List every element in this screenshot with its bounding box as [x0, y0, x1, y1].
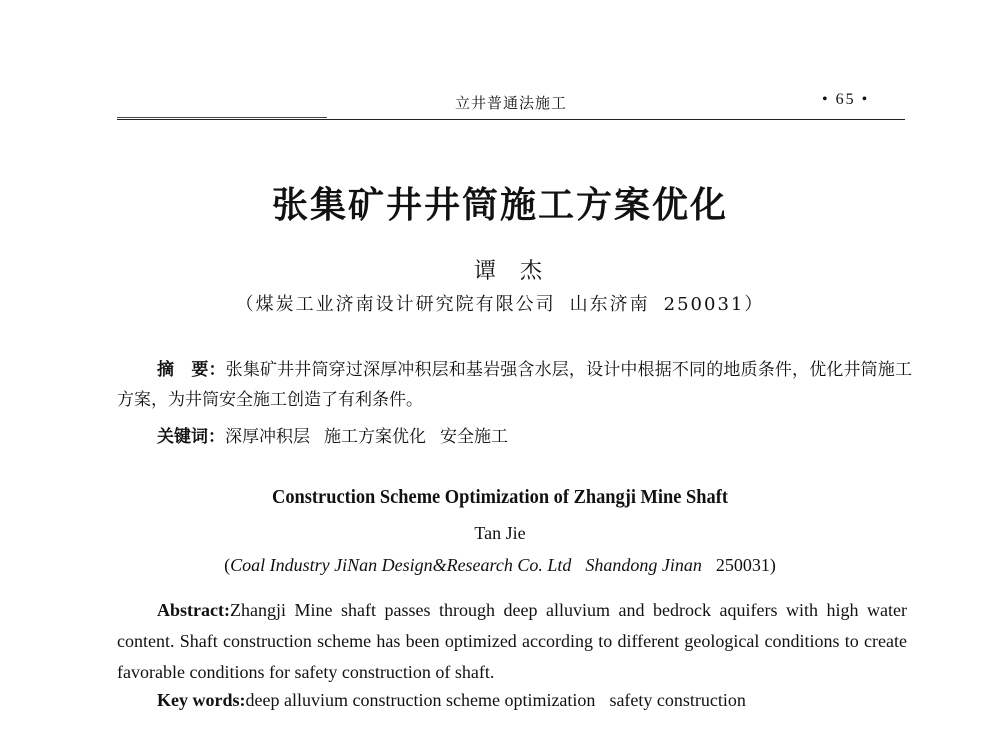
english-title: Construction Scheme Optimization of Zhangji Mine Shaft: [272, 486, 728, 508]
en-affiliation-org: Coal Industry JiNan Design&Research Co. Ltd: [230, 555, 572, 575]
english-keyword: deep alluvium: [245, 690, 348, 710]
en-affiliation-open-paren: (: [224, 555, 231, 575]
affiliation-place: 山东济南: [569, 294, 650, 315]
chinese-keyword: 施工方案优化: [324, 427, 426, 447]
en-affiliation-close-paren: ): [769, 555, 776, 575]
affiliation-code: 250031: [663, 294, 745, 315]
chinese-abstract: [117, 355, 912, 415]
affiliation-open-paren: （: [235, 294, 256, 315]
english-affiliation: [0, 555, 1000, 576]
chinese-author: 谭杰: [473, 259, 566, 284]
affiliation-org: 煤炭工业济南设计研究院有限公司: [255, 294, 556, 315]
english-author: Tan Jie: [474, 523, 526, 543]
english-abstract: [117, 595, 907, 688]
page-number: • 65 •: [822, 91, 870, 108]
chinese-abstract-label: 摘 要：: [157, 360, 226, 380]
en-affiliation-code: 250031: [715, 555, 770, 575]
english-keyword: construction scheme optimization: [352, 690, 596, 710]
chinese-affiliation: [0, 290, 1000, 316]
chinese-abstract-text: 张集矿井井筒穿过深厚冲积层和基岩强含水层，设计中根据不同的地质条件，优化井筒施工方案，为井筒安全施工创造了有利条件。: [117, 360, 913, 410]
chinese-keyword: 深厚冲积层: [225, 427, 310, 447]
running-title: 立井普通法施工: [455, 94, 568, 112]
english-keyword: safety construction: [609, 690, 746, 710]
english-keywords: [157, 690, 746, 711]
header-rule-short: [117, 117, 327, 118]
chinese-keyword: 安全施工: [440, 427, 508, 447]
en-affiliation-place: Shandong Jinan: [585, 555, 702, 575]
chinese-keywords: [157, 422, 508, 447]
header-rule: [117, 119, 905, 120]
chinese-title: 张集矿井井筒施工方案优化: [271, 185, 728, 226]
english-keywords-label: Key words:: [157, 690, 246, 710]
english-abstract-text: Zhangji Mine shaft passes through deep alluvium and bedrock aquifers with high water content. Shaft construction scheme has been optimized according to different geological conditions to create favorable conditions for safety construction of shaft.: [117, 600, 907, 682]
english-abstract-label: Abstract:: [157, 600, 230, 620]
affiliation-close-paren: ）: [744, 294, 765, 315]
chinese-keywords-label: 关键词：: [157, 427, 225, 447]
